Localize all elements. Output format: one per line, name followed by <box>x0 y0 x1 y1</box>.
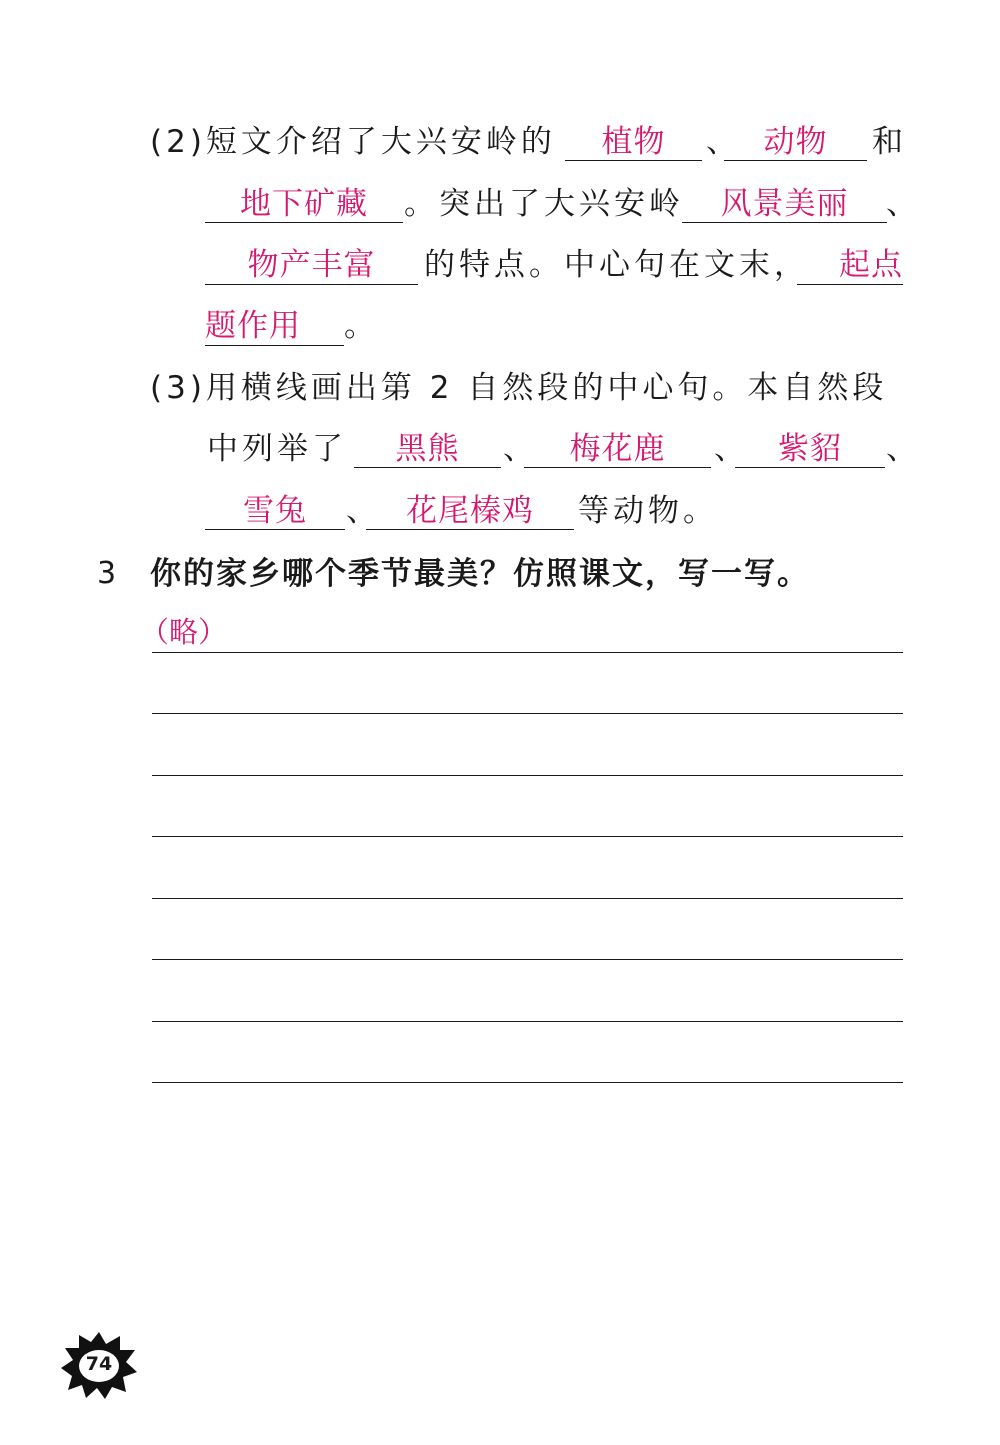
blank-line <box>205 529 345 530</box>
writing-line <box>152 652 903 653</box>
answer-grouse: 花尾榛鸡 <box>406 493 534 529</box>
part2-line1-text: (2)短文介绍了大兴安岭的 <box>150 124 556 160</box>
blank-line <box>205 345 344 346</box>
answer-sable: 紫貂 <box>778 431 842 467</box>
blank-line <box>205 222 403 223</box>
blank-line <box>682 222 887 223</box>
period: 。 <box>344 308 379 344</box>
blank-line <box>724 160 867 161</box>
separator: 、 <box>714 431 749 467</box>
blank-line <box>205 284 418 285</box>
blank-line <box>735 467 885 468</box>
writing-line <box>152 1021 903 1022</box>
answer-products: 物产丰富 <box>247 247 376 283</box>
answer-minerals: 地下矿藏 <box>240 186 368 222</box>
blank-line <box>797 284 903 285</box>
separator: 、 <box>706 124 741 160</box>
answer-bear: 黑熊 <box>395 431 460 467</box>
blank-line <box>565 160 702 161</box>
question-number: 3 <box>97 556 117 591</box>
answer-omitted: （略） <box>140 615 228 649</box>
separator: 、 <box>886 186 921 222</box>
part3-line3-text: 等动物。 <box>578 493 718 529</box>
page-number: 74 <box>85 1353 113 1375</box>
blank-line <box>524 467 711 468</box>
writing-line <box>152 959 903 960</box>
separator: 、 <box>886 431 921 467</box>
blank-line <box>354 467 501 468</box>
separator: 、 <box>503 431 538 467</box>
part3-line1-text: (3)用横线画出第 2 自然段的中心句。本自然段 <box>150 370 888 406</box>
answer-hare: 雪兔 <box>243 493 307 529</box>
part2-line3-text: 的特点。中心句在文末， <box>424 247 809 283</box>
answer-role-part1: 起点 <box>839 247 903 283</box>
separator: 、 <box>346 493 381 529</box>
writing-line <box>152 713 903 714</box>
writing-line <box>152 775 903 776</box>
part2-line2-text: 。突出了大兴安岭 <box>404 186 684 222</box>
answer-scenery: 风景美丽 <box>720 186 849 222</box>
writing-line <box>152 836 903 837</box>
conjunction-he: 和 <box>872 124 907 160</box>
answer-role-part2: 题作用 <box>205 308 301 344</box>
answer-animals: 动物 <box>763 124 828 160</box>
answer-deer: 梅花鹿 <box>569 431 666 467</box>
question-text: 你的家乡哪个季节最美？仿照课文，写一写。 <box>150 556 810 592</box>
writing-line <box>152 1082 903 1083</box>
blank-line <box>366 529 574 530</box>
writing-line <box>152 898 903 899</box>
part3-line2-text: 中列举了 <box>207 431 347 467</box>
answer-plants: 植物 <box>601 124 666 160</box>
